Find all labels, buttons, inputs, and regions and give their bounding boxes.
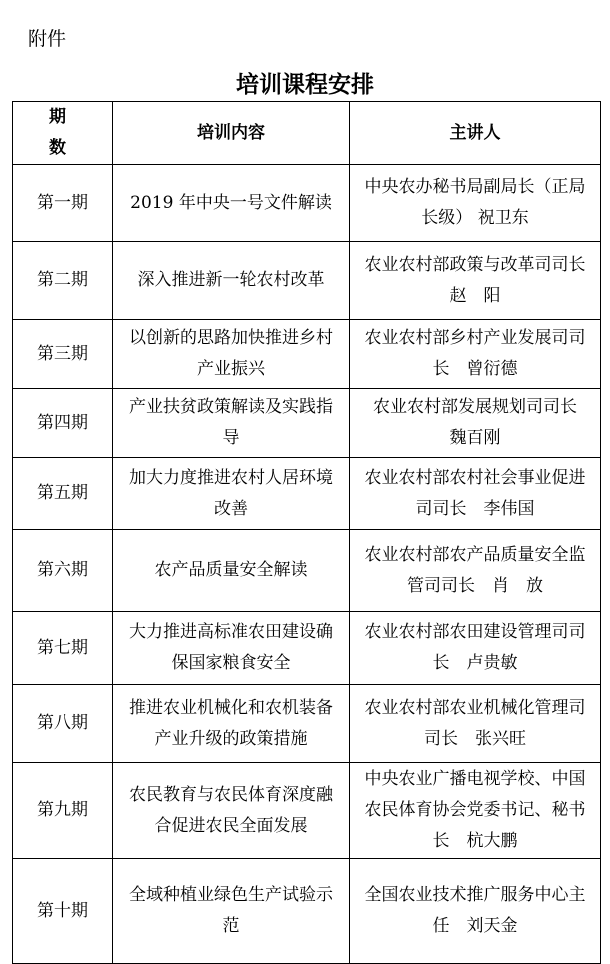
table-row — [13, 458, 601, 530]
speaker-cell: 农业农村部乡村产业发展司司长 曾衍德 — [350, 320, 601, 389]
period-cell: 第六期 — [13, 530, 113, 612]
table-row — [13, 763, 601, 859]
column-header-content: 培训内容 — [113, 102, 350, 165]
speaker-cell: 农业农村部政策与改革司司长 赵 阳 — [350, 242, 601, 320]
speaker-cell: 中央农业广播电视学校、中国农民体育协会党委书记、秘书长 杭大鹏 — [350, 763, 601, 859]
content-cell: 农产品质量安全解读 — [113, 530, 350, 612]
period-cell: 第七期 — [13, 612, 113, 685]
content-cell: 以创新的思路加快推进乡村产业振兴 — [113, 320, 350, 389]
speaker-cell: 农业农村部农业机械化管理司司长 张兴旺 — [350, 685, 601, 763]
content-cell: 产业扶贫政策解读及实践指导 — [113, 389, 350, 458]
table-header-row — [13, 102, 601, 165]
speaker-cell: 中央农办秘书局副局长（正局长级） 祝卫东 — [350, 165, 601, 242]
period-cell: 第五期 — [13, 458, 113, 530]
table-row — [13, 320, 601, 389]
speaker-cell: 农业农村部农村社会事业促进司司长 李伟国 — [350, 458, 601, 530]
content-cell: 深入推进新一轮农村改革 — [113, 242, 350, 320]
table-row — [13, 389, 601, 458]
speaker-cell: 农业农村部农产品质量安全监管司司长 肖 放 — [350, 530, 601, 612]
content-cell: 2019 年中央一号文件解读 — [113, 165, 350, 242]
table-row — [13, 612, 601, 685]
period-cell: 第九期 — [13, 763, 113, 859]
period-cell: 第十期 — [13, 859, 113, 964]
content-cell: 推进农业机械化和农机装备产业升级的政策措施 — [113, 685, 350, 763]
column-header-period: 期 数 — [13, 102, 113, 165]
table-row — [13, 685, 601, 763]
course-schedule-table — [12, 101, 601, 964]
column-header-speaker: 主讲人 — [350, 102, 601, 165]
period-cell: 第三期 — [13, 320, 113, 389]
table-row — [13, 165, 601, 242]
content-cell: 全域种植业绿色生产试验示范 — [113, 859, 350, 964]
attachment-label: 附件 — [28, 28, 67, 50]
table-row — [13, 530, 601, 612]
table-row — [13, 859, 601, 964]
speaker-cell: 全国农业技术推广服务中心主任 刘天金 — [350, 859, 601, 964]
speaker-cell: 农业农村部发展规划司司长 魏百刚 — [350, 389, 601, 458]
period-cell: 第八期 — [13, 685, 113, 763]
content-cell: 大力推进高标准农田建设确保国家粮食安全 — [113, 612, 350, 685]
table-row — [13, 242, 601, 320]
period-cell: 第四期 — [13, 389, 113, 458]
content-cell: 加大力度推进农村人居环境改善 — [113, 458, 350, 530]
period-cell: 第一期 — [13, 165, 113, 242]
page-title: 培训课程安排 — [236, 72, 374, 98]
content-cell: 农民教育与农民体育深度融合促进农民全面发展 — [113, 763, 350, 859]
period-cell: 第二期 — [13, 242, 113, 320]
speaker-cell: 农业农村部农田建设管理司司长 卢贵敏 — [350, 612, 601, 685]
